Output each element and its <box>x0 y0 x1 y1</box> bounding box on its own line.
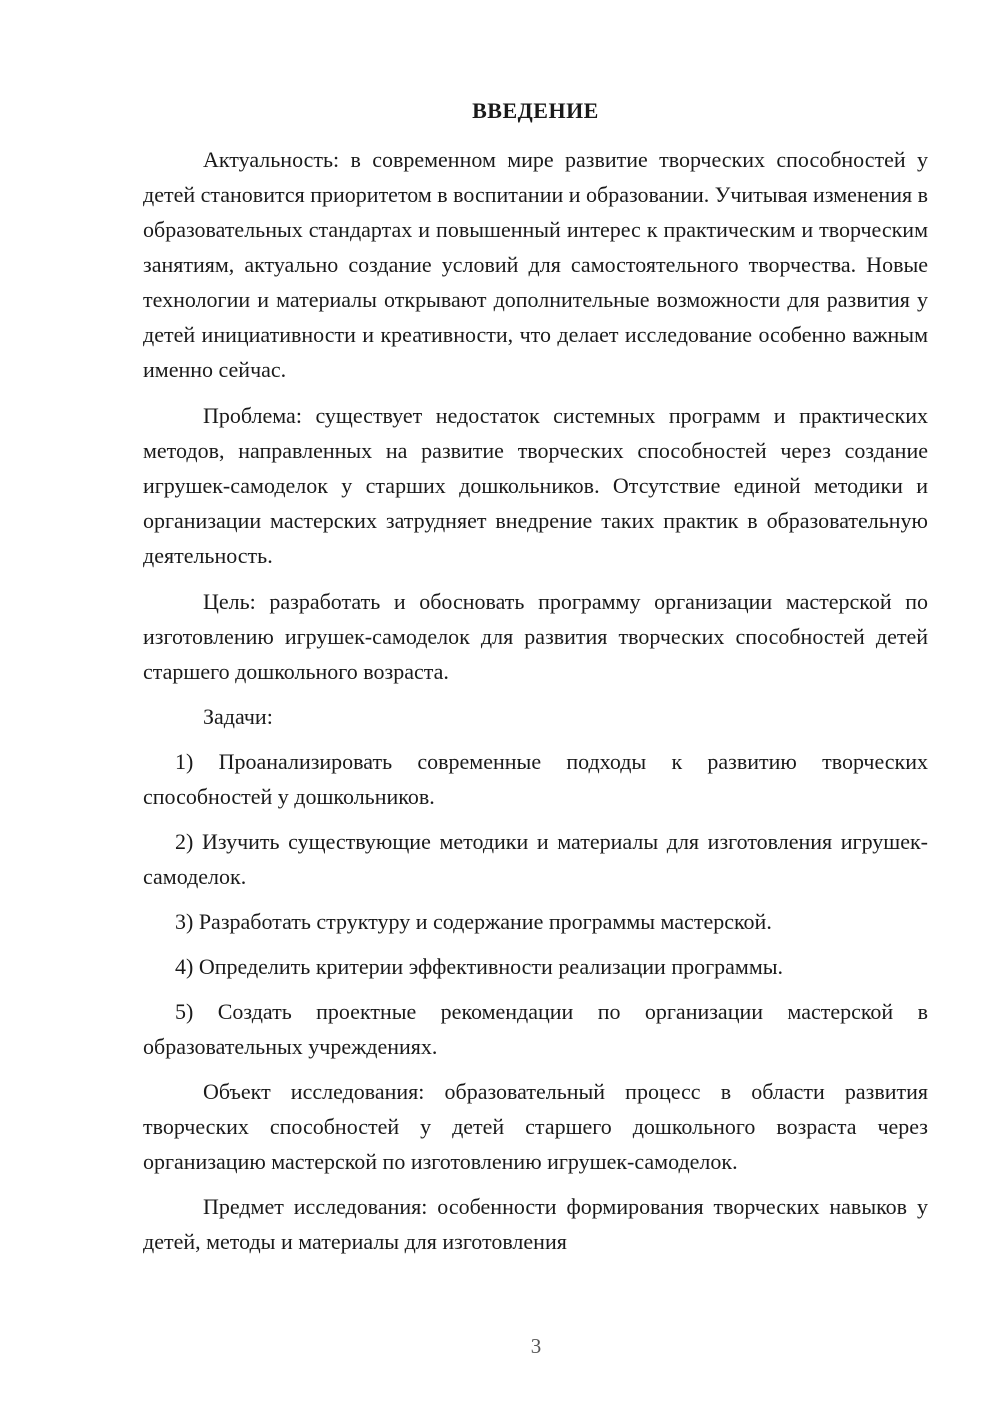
task-item: 5) Создать проектные рекомендации по организации мастерской в образовательных учреждениях. <box>143 999 928 1059</box>
paragraph-relevance: Актуальность: в современном мире развитие творческих способностей у детей становится приоритетом в воспитании и образовании. Учитывая изменения в образовательных стандартах и повышенный интерес к практическим и творческим занятиям, актуально создание условий для самостоятельного творчества. Новые технологии и материалы открывают дополнительные возможности для развития у детей инициативности и креативности, что делает исследование особенно важным именно сейчас. <box>143 147 928 382</box>
body-text <box>143 142 928 1259</box>
paragraph-subject: Предмет исследования: особенности формирования творческих навыков у детей, методы и материалы для изготовления <box>143 1194 928 1254</box>
page-number: 3 <box>530 1334 542 1358</box>
tasks-label: Задачи: <box>203 704 273 729</box>
paragraph-object: Объект исследования: образовательный процесс в области развития творческих способностей у детей старшего дошкольного возраста через организацию мастерской по изготовлению игрушек-самоделок. <box>143 1079 928 1174</box>
section-heading: ВВЕДЕНИЕ <box>472 98 599 123</box>
paragraph-problem: Проблема: существует недостаток системных программ и практических методов, направленных на развитие творческих способностей через создание игрушек-самоделок у старших дошкольников. Отсутствие единой методики и организации мастерских затрудняет внедрение таких практик в образовательную деятельность. <box>143 403 928 568</box>
paragraph-goal: Цель: разработать и обосновать программу организации мастерской по изготовлению игрушек-самоделок для развития творческих способностей детей старшего дошкольного возраста. <box>143 589 928 684</box>
task-item: 3) Разработать структуру и содержание программы мастерской. <box>175 909 772 934</box>
task-item: 1) Проанализировать современные подходы к развитию творческих способностей у дошкольников. <box>143 749 928 809</box>
task-item: 4) Определить критерии эффективности реализации программы. <box>175 954 784 979</box>
task-item: 2) Изучить существующие методики и материалы для изготовления игрушек-самоделок. <box>143 829 928 889</box>
